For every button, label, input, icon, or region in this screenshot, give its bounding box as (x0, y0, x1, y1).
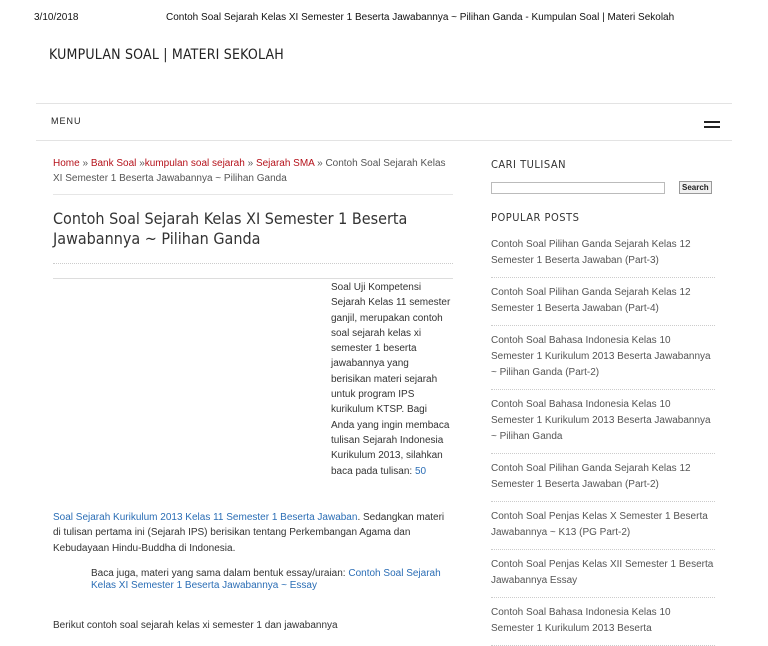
popular-post-item (491, 454, 715, 502)
sidebar (491, 150, 715, 646)
popular-post-link[interactable]: Contoh Soal Penjas Kelas XII Semester 1 Beserta Jawabannya Essay (491, 559, 714, 586)
popular-post-link[interactable]: Contoh Soal Pilihan Ganda Sejarah Kelas 12 Semester 1 Beserta Jawaban (Part-3) (491, 239, 691, 266)
popular-post-link[interactable]: Contoh Soal Bahasa Indonesia Kelas 10 Semester 1 Kurikulum 2013 Beserta Jawabannya ~ Pilihan Ganda (491, 399, 711, 442)
site-title[interactable]: KUMPULAN SOAL | MATERI SEKOLAH (49, 47, 284, 63)
popular-post-link[interactable]: Contoh Soal Pilihan Ganda Sejarah Kelas 12 Semester 1 Beserta Jawaban (Part-2) (491, 463, 691, 490)
read-also (91, 568, 451, 592)
breadcrumb-bank-soal[interactable]: Bank Soal (90, 158, 137, 169)
popular-posts-title: POPULAR POSTS (491, 211, 580, 224)
search-input[interactable] (491, 182, 665, 194)
popular-post-link[interactable]: Contoh Soal Bahasa Indonesia Kelas 10 Semester 1 Kurikulum 2013 Beserta (491, 607, 671, 634)
breadcrumb-current: Contoh Soal Sejarah Kelas XI Semester 1 Beserta Jawabannya ~ Pilihan Ganda (53, 158, 446, 184)
popular-post-item (491, 502, 715, 550)
breadcrumb-kumpulan-soal-sejarah[interactable]: kumpulan soal sejarah (144, 158, 245, 169)
popular-post-item (491, 550, 715, 598)
read-also-link[interactable]: Contoh Soal Sejarah Kelas XI Semester 1 Beserta Jawabannya ~ Essay (91, 568, 441, 591)
post-next-line: Berikut contoh soal sejarah kelas xi semester 1 dan jawabannya (53, 620, 338, 631)
print-date: 3/10/2018 (34, 12, 79, 23)
popular-post-item (491, 278, 715, 326)
search-button[interactable]: Search (679, 181, 712, 194)
read-also-prefix: Baca juga, materi yang sama dalam bentuk essay/uraian: (91, 568, 346, 579)
intro-continuation (53, 510, 453, 556)
breadcrumb-home[interactable]: Home (53, 158, 80, 169)
popular-post-item (491, 598, 715, 646)
popular-post-link[interactable]: Contoh Soal Bahasa Indonesia Kelas 10 Semester 1 Kurikulum 2013 Beserta Jawabannya ~ Pilihan Ganda (Part-2) (491, 335, 711, 378)
breadcrumb-separator: » (247, 158, 254, 169)
popular-post-link[interactable]: Contoh Soal Penjas Kelas X Semester 1 Beserta Jawabannya ~ K13 (PG Part-2) (491, 511, 708, 538)
print-page-title: Contoh Soal Sejarah Kelas XI Semester 1 Beserta Jawabannya ~ Pilihan Ganda - Kumpulan Soal | Materi Sekolah (166, 12, 675, 23)
breadcrumb-separator: » (82, 158, 89, 169)
menu-label[interactable]: MENU (51, 116, 82, 126)
post-title: Contoh Soal Sejarah Kelas XI Semester 1 Beserta Jawabannya ~ Pilihan Ganda (53, 209, 453, 264)
popular-post-item (491, 390, 715, 454)
intro-link-part1[interactable]: 50 (414, 465, 427, 477)
search-row (491, 181, 715, 194)
breadcrumb-sejarah-sma[interactable]: Sejarah SMA (255, 158, 315, 169)
main-content (53, 150, 453, 631)
nav-bar (36, 103, 732, 141)
hamburger-menu-icon[interactable] (704, 121, 720, 131)
popular-post-item (491, 326, 715, 390)
breadcrumb-separator: » (317, 158, 323, 169)
intro-after-text: . Sedangkan materi di tulisan pertama ini (Sejarah IPS) berisikan tentang Perkembangan Agama dan Kebudayaan Hindu-Buddha di Indonesia. (53, 512, 445, 554)
intro-link-part2[interactable]: Soal Sejarah Kurikulum 2013 Kelas 11 Semester 1 Beserta Jawaban (53, 512, 358, 523)
breadcrumb (53, 150, 453, 195)
popular-post-item (491, 237, 715, 278)
breadcrumb-separator: » (139, 158, 145, 169)
popular-posts-list (491, 237, 715, 646)
intro-text: Soal Uji Kompetensi Sejarah Kelas 11 semester ganjil, merupakan contoh soal sejarah kelas xi semester 1 beserta jawabannya yang berisikan materi sejarah untuk program IPS kurikulum KTSP. Bagi Anda yang ingin membaca tulisan Sejarah Indonesia Kurikulum 2013, silahkan baca pada tulisan: (331, 282, 451, 477)
intro-paragraph (331, 280, 451, 479)
search-widget-title: CARI TULISAN (491, 158, 566, 171)
popular-post-link[interactable]: Contoh Soal Pilihan Ganda Sejarah Kelas 12 Semester 1 Beserta Jawaban (Part-4) (491, 287, 691, 314)
post-divider (53, 278, 453, 279)
